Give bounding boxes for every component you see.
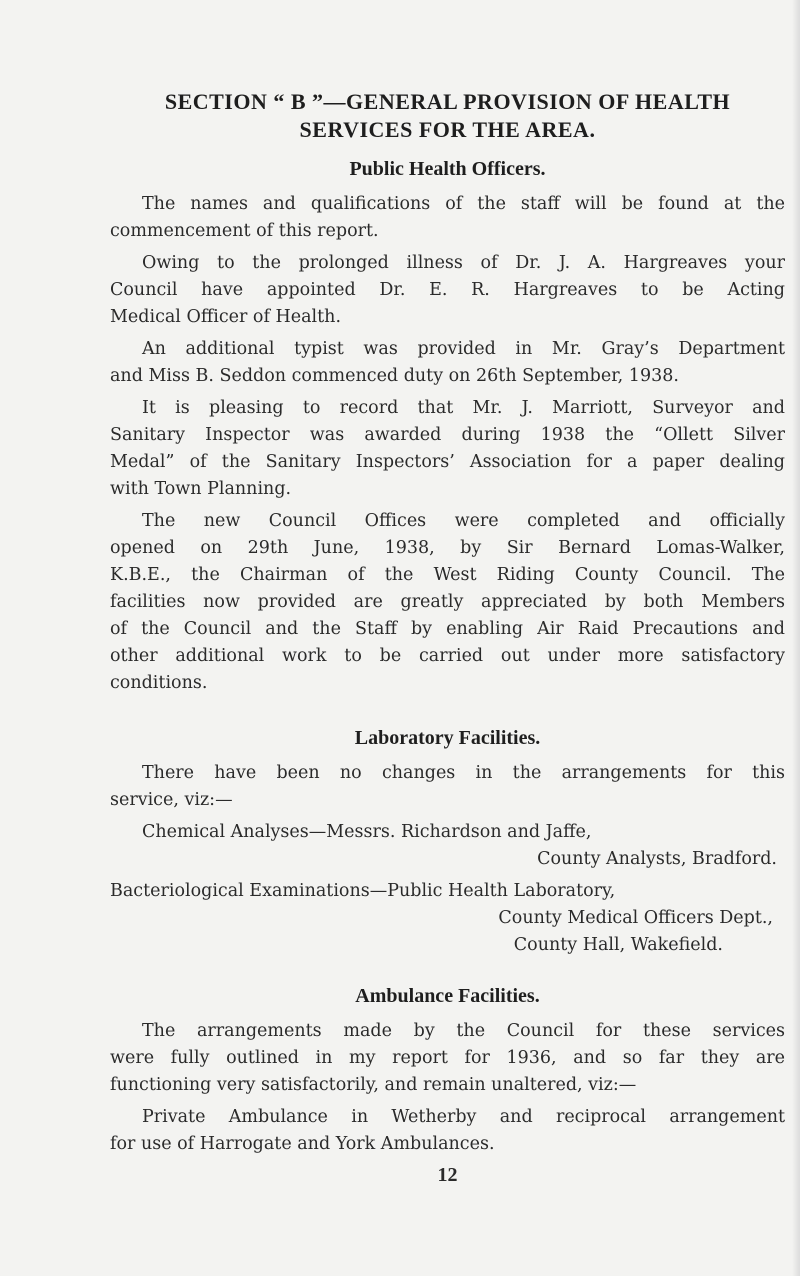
text-line: The new Council Offices were completed and officially — [142, 511, 785, 531]
paragraph — [110, 1018, 785, 1099]
text-line: opened on 29th June, 1938, by Sir Bernard Lomas-Walker, — [110, 538, 785, 558]
text-line: were fully outlined in my report for 1936, and so far they are — [110, 1048, 785, 1068]
text-line: The names and qualifications of the staff will be found at the — [142, 194, 785, 214]
text-line: of the Council and the Staff by enabling Air Raid Precautions and — [110, 619, 785, 639]
section — [110, 985, 785, 1158]
title-line: SERVICES FOR THE AREA. — [299, 117, 596, 142]
text-line: facilities now provided are greatly appreciated by both Members — [110, 592, 785, 612]
text-line: An additional typist was provided in Mr. Gray’s Department — [142, 339, 785, 359]
lab-entry — [110, 878, 785, 959]
section-heading: Laboratory Facilities. — [354, 727, 541, 749]
sections — [110, 158, 785, 1158]
entry-line: County Analysts, Bradford. — [537, 849, 777, 869]
section-heading: Ambulance Facilities. — [355, 985, 540, 1007]
text-line: for use of Harrogate and York Ambulances. — [110, 1134, 495, 1154]
entry-first-line: Bacteriological Examinations—Public Health Laboratory, — [110, 881, 616, 901]
paragraph — [110, 250, 785, 331]
paragraph — [110, 191, 785, 245]
page-number: 12 — [437, 1164, 458, 1186]
text-line: commencement of this report. — [110, 221, 379, 241]
text-line: It is pleasing to record that Mr. J. Marriott, Surveyor and — [142, 398, 785, 418]
entry-line: County Medical Officers Dept., — [498, 908, 773, 928]
paragraph — [110, 1104, 785, 1158]
entry-first-line: Chemical Analyses—Messrs. Richardson and Jaffe, — [142, 822, 592, 842]
text-line: with Town Planning. — [110, 479, 292, 499]
page-edge-shadow — [792, 0, 800, 1276]
paragraph — [110, 395, 785, 503]
text-line: The arrangements made by the Council for these services — [142, 1021, 785, 1041]
paragraph — [110, 336, 785, 390]
paragraph — [110, 508, 785, 697]
text-line: conditions. — [110, 673, 208, 693]
paragraph — [110, 760, 785, 814]
section — [110, 158, 785, 697]
section-title — [110, 88, 785, 144]
text-line: and Miss B. Seddon commenced duty on 26th September, 1938. — [110, 366, 679, 386]
entry-line: County Hall, Wakefield. — [513, 935, 723, 955]
text-line: Council have appointed Dr. E. R. Hargreaves to be Acting — [110, 280, 785, 300]
text-line: Owing to the prolonged illness of Dr. J. A. Hargreaves your — [142, 253, 785, 273]
text-line: Sanitary Inspector was awarded during 1938 the “Ollett Silver — [110, 425, 785, 445]
document-page — [110, 88, 785, 1187]
section-heading: Public Health Officers. — [349, 158, 546, 180]
text-line: There have been no changes in the arrangements for this — [142, 763, 785, 783]
text-line: other additional work to be carried out under more satisfactory — [110, 646, 785, 666]
text-line: K.B.E., the Chairman of the West Riding County Council. The — [110, 565, 785, 585]
text-line: Medical Officer of Health. — [110, 307, 342, 327]
title-line: SECTION “ B ”—GENERAL PROVISION OF HEALTH — [164, 89, 731, 114]
lab-entry — [110, 819, 785, 873]
text-line: functioning very satisfactorily, and remain unaltered, viz:— — [110, 1075, 637, 1095]
text-line: Medal” of the Sanitary Inspectors’ Association for a paper dealing — [110, 452, 785, 472]
text-line: service, viz:— — [110, 790, 233, 810]
text-line: Private Ambulance in Wetherby and reciprocal arrangement — [142, 1107, 785, 1127]
section — [110, 727, 785, 959]
